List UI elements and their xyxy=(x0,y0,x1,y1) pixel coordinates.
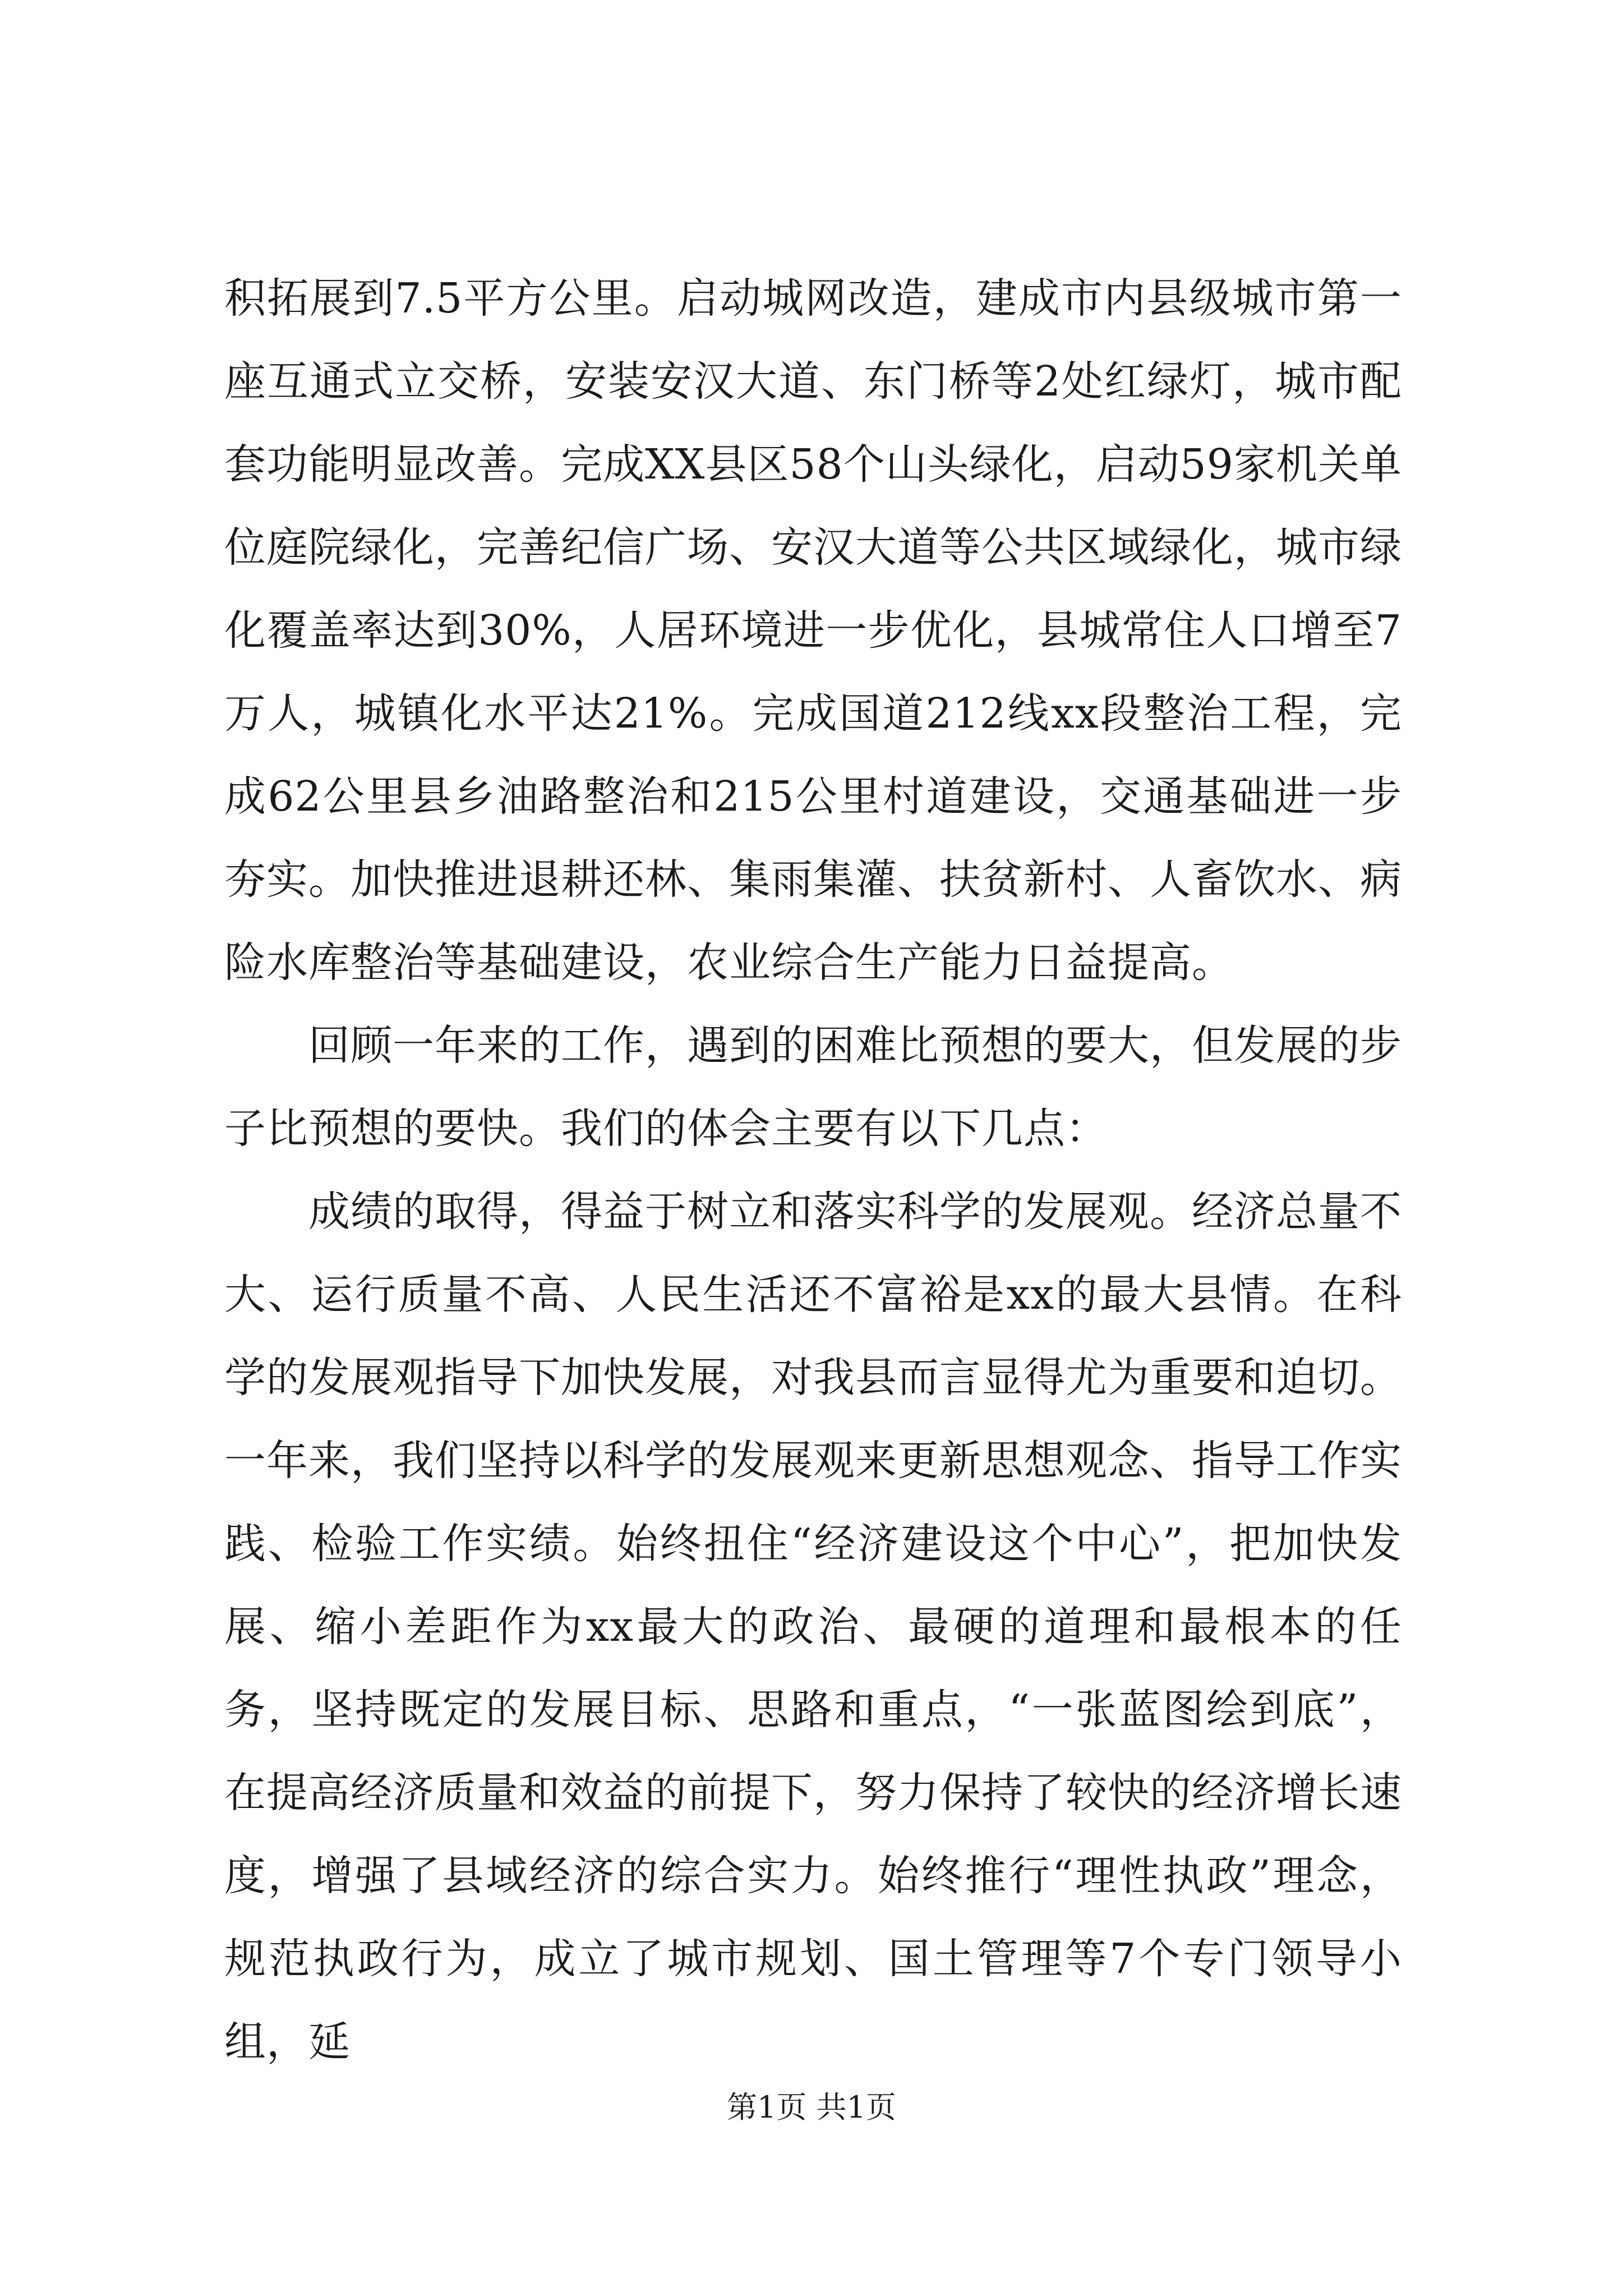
page-footer: 第1页 共1页 xyxy=(727,2090,896,2125)
document-body xyxy=(224,257,1402,2083)
paragraph-review: 回顾一年来的工作，遇到的困难比预想的要大，但发展的步子比预想的要快。我们的体会主要有以下几点： xyxy=(224,1022,1402,1153)
paragraph-achievements: 成绩的取得，得益于树立和落实科学的发展观。经济总量不大、运行质量不高、人民生活还不富裕是xx的最大县情。在科学的发展观指导下加快发展，对我县而言显得尤为重要和迫切。一年来，我们坚持以科学的发展观来更新思想观念、指导工作实践、检验工作实绩。始终扭住“经济建设这个中心”，把加快发展、缩小差距作为xx最大的政治、最硬的道理和最根本的任务，坚持既定的发展目标、思路和重点，“一张蓝图绘到底”，在提高经济质量和效益的前提下，努力保持了较快的经济增长速度，增强了县域经济的综合实力。始终推行“理性执政”理念，规范执政行为，成立了城市规划、国土管理等7个专门领导小组，延 xyxy=(224,1188,1402,2066)
paragraph-continuation: 积拓展到7.5平方公里。启动城网改造，建成市内县级城市第一座互通式立交桥，安装安汉大道、东门桥等2处红绿灯，城市配套功能明显改善。完成XX县区58个山头绿化，启动59家机关单位庭院绿化，完善纪信广场、安汉大道等公共区域绿化，城市绿化覆盖率达到30%，人居环境进一步优化，县城常住人口增至7万人，城镇化水平达21%。完成国道212线xx段整治工程，完成62公里县乡油路整治和215公里村道建设，交通基础进一步夯实。加快推进退耕还林、集雨集灌、扶贫新村、人畜饮水、病险水库整治等基础建设，农业综合生产能力日益提高。 xyxy=(224,274,1402,987)
